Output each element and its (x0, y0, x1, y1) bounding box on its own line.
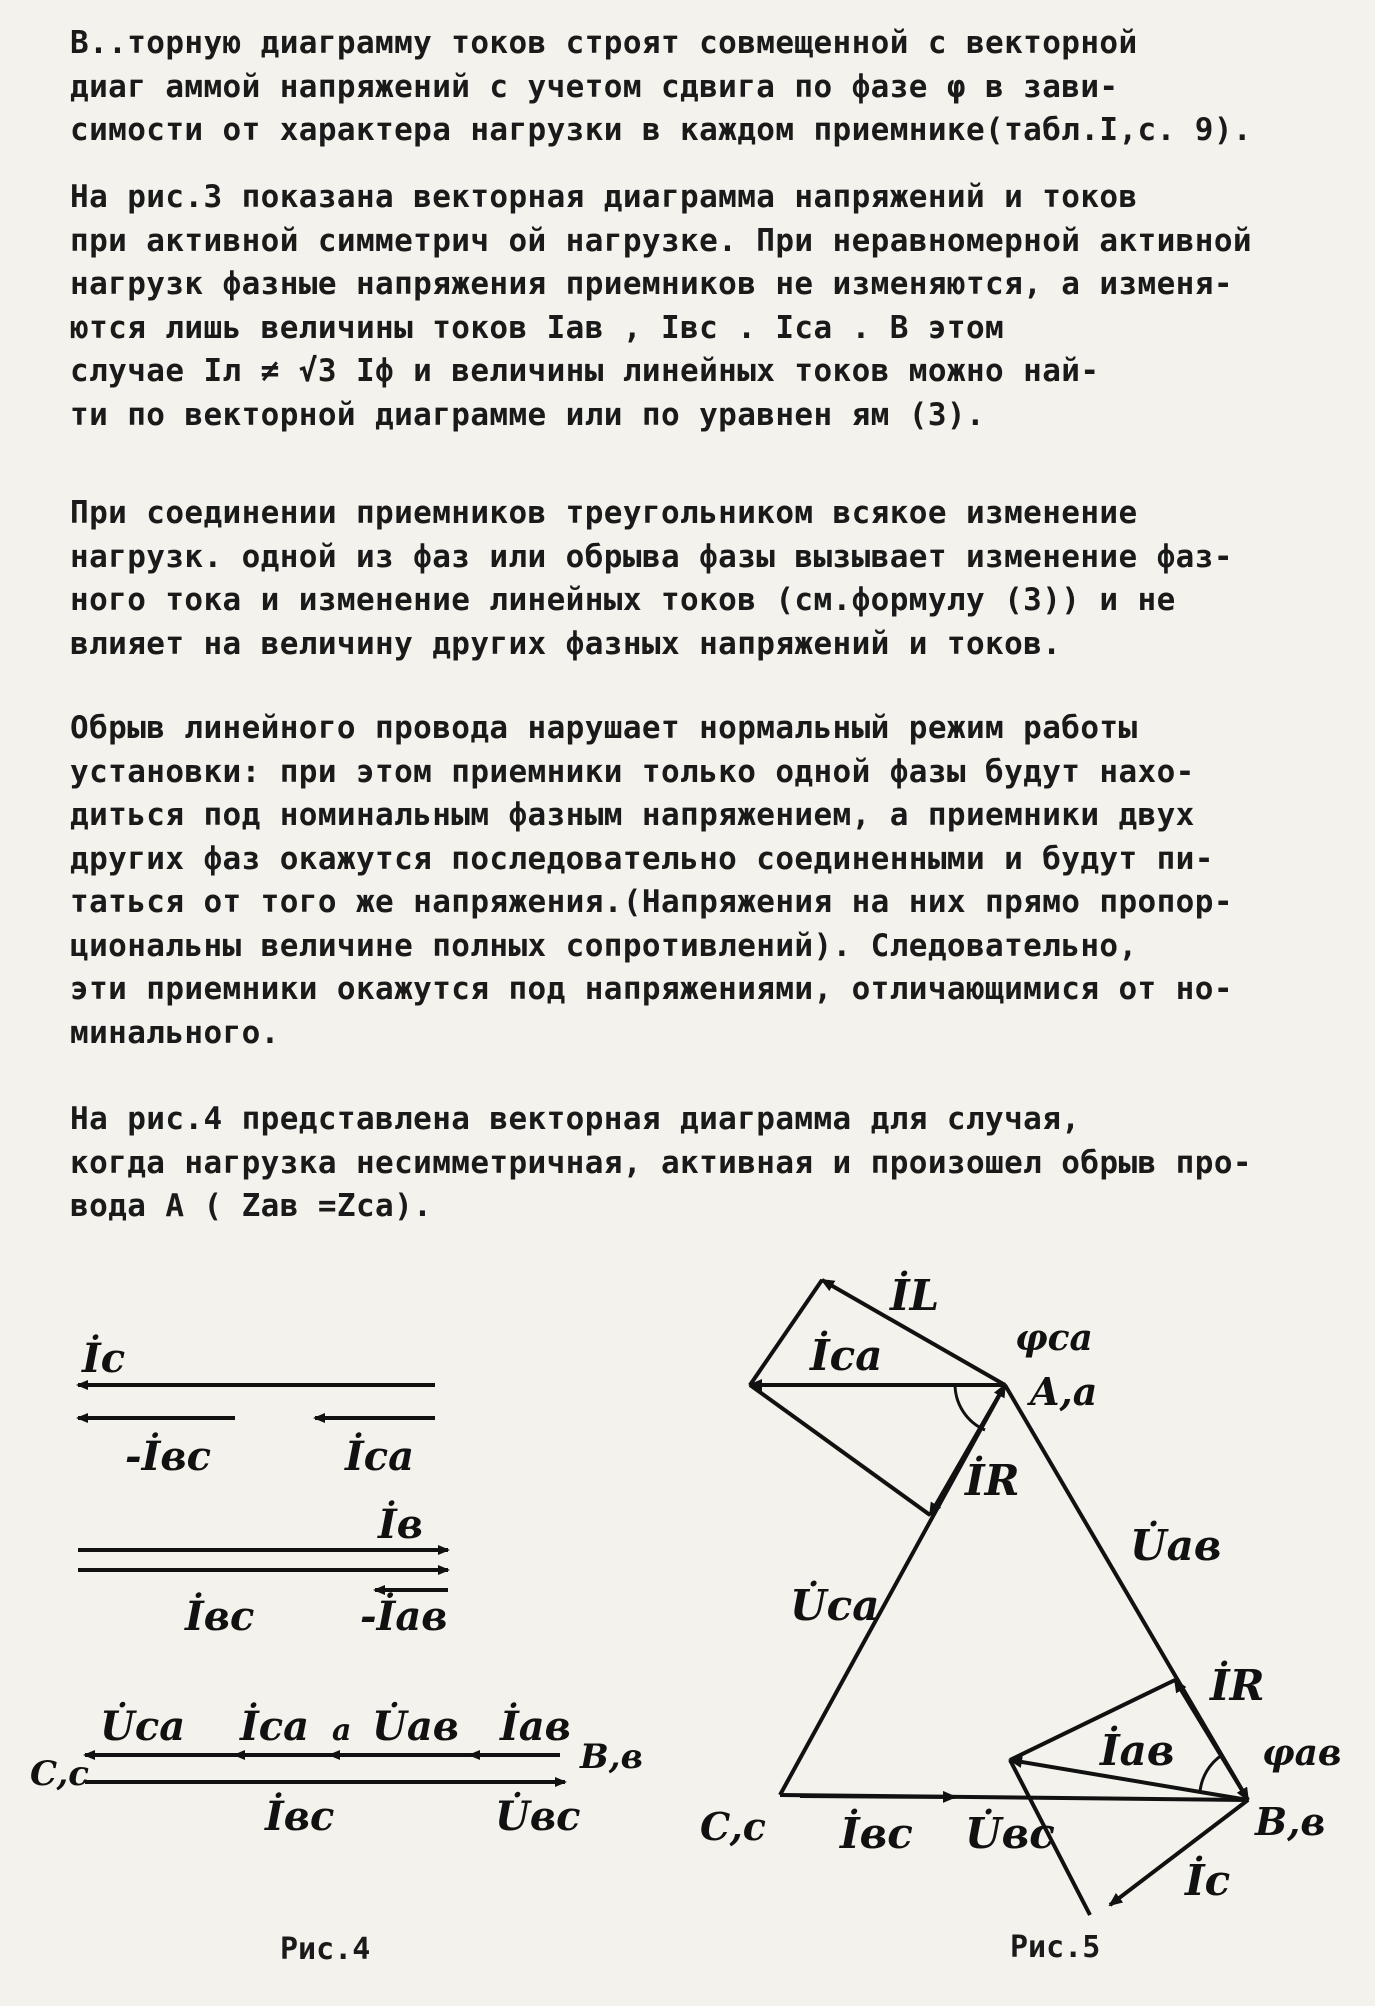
fig5-label-il: İL (890, 1271, 940, 1320)
fig4-label-iab-neg: -İaв (360, 1593, 448, 1640)
fig4-label-cc: C,c (30, 1754, 90, 1794)
figure-4-caption: Рис.4 (280, 1932, 371, 1967)
fig5-label-ibc: İвс (840, 1809, 913, 1858)
fig4-label-ic: İc (82, 1335, 126, 1382)
fig4-label-bb: В,в (580, 1737, 643, 1777)
fig5-label-uab: U̇aв (1130, 1521, 1222, 1570)
fig4-label-uab: U̇aв (372, 1703, 460, 1750)
fig5-label-ir1: İR (965, 1456, 1020, 1505)
fig5-phica-arc (955, 1385, 985, 1430)
fig5-phiab-arc (1200, 1755, 1222, 1792)
fig4-label-ica: İca (345, 1433, 414, 1480)
fig5-ibc-vector (800, 1796, 955, 1797)
fig4-label-ibc-neg: -İвс (125, 1433, 211, 1480)
fig4-label-iab: İaв (500, 1703, 571, 1750)
paragraph-3: При соединении приемников треугольником всякое изменение нагрузк. одной из фаз или обрыва фазы вызывает изменение фаз- ного тока и изменение линейных токов (см.формулу (3)) и не влияет на величину других фазных напряжений и токов. (70, 495, 1233, 662)
fig4-label-uca: U̇ca (100, 1703, 186, 1750)
paragraph-1: В..торную диаграмму токов строят совмещенной с векторной диаг аммой напряжений с учетом сдвига по фазе φ в зави- симости от характера нагрузки в каждом приемнике(табл.I,с. 9). (70, 25, 1252, 148)
fig5-label-ic: İc (1185, 1856, 1231, 1905)
fig4-label-a: a (332, 1713, 352, 1748)
fig4-label-ubc: U̇вc (495, 1793, 581, 1840)
fig5-label-uca: U̇ca (790, 1581, 880, 1630)
fig5-label-ica: İca (810, 1331, 883, 1380)
fig5-label-iab: İaв (1100, 1726, 1175, 1775)
fig4-label-ibc2: İвc (265, 1793, 335, 1840)
fig5-label-aa: A,a (1030, 1369, 1098, 1414)
fig5-label-bb: В,в (1255, 1799, 1326, 1844)
fig5-label-phiab: φaв (1262, 1732, 1342, 1774)
fig5-parallelogram-right (750, 1385, 930, 1515)
figure-5-caption: Рис.5 (1010, 1930, 1101, 1965)
paragraph-2: На рис.3 показана векторная диаграмма напряжений и токов при активной симметрич ой нагрузке. При неравномерной активной нагрузк фазные напряжения приемников не изменяются, а изменя- ются лишь величины токов Iав , Iвс . Iса . В этом случае Iл ≠ √3 Iф и величины линейных токов можно най- ти по векторной диаграмме или по уравнен ям (3). (70, 179, 1252, 433)
paragraph-5: На рис.4 представлена векторная диаграмма для случая, когда нагрузка несимметричная, активная и произошел обрыв про- вода А ( Zав =Zса). (70, 1101, 1252, 1224)
fig4-label-ica2: İca (240, 1703, 309, 1750)
fig4-label-ibc: İвс (185, 1593, 255, 1640)
fig5-label-cc: C,c (700, 1804, 766, 1849)
fig5-label-ubc: U̇вс (965, 1809, 1055, 1858)
fig5-label-ir2: İR (1210, 1661, 1265, 1710)
paragraph-4: Обрыв линейного провода нарушает нормальный режим работы установки: при этом приемники только одной фазы будут нахо- диться под номинальным фазным напряжением, а приемники двух других фаз окажутся последовательно соединенными и будут пи- таться от того же напряжения.(Напряжения на них прямо пропор- циональны величине полных сопротивлений). Следовательно, эти приемники окажутся под напряжениями, отличающимися от но- минального. (70, 710, 1233, 1051)
fig5-label-phica: φca (1015, 1317, 1093, 1359)
fig4-label-ib: İв (378, 1501, 423, 1548)
